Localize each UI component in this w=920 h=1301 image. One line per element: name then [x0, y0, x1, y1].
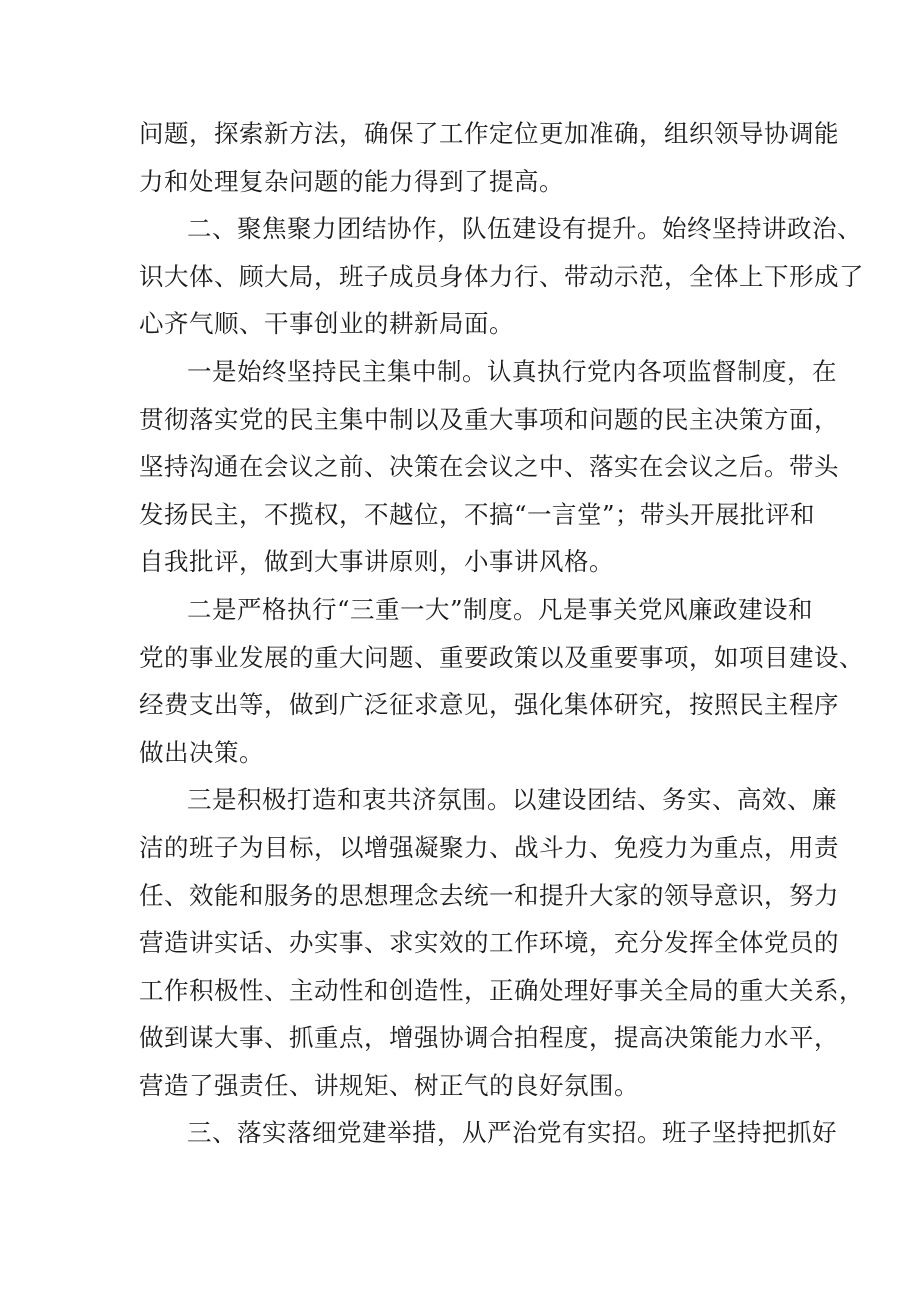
text-line: 做到谋大事、抓重点，增强协调合拍程度，提高决策能力水平， [139, 1023, 839, 1053]
paragraph-item-one [139, 348, 839, 586]
text-line: 识大体、顾大局，班子成员身体力行、带动示范，全体上下形成了 [139, 261, 864, 291]
text-line: 坚持沟通在会议之前、决策在会议之中、落实在会议之后。带头 [139, 452, 839, 482]
text-line: 做出决策。 [139, 737, 264, 767]
text-line: 二是严格执行“三重一大”制度。凡是事关党风廉政建设和 [187, 594, 814, 624]
text-line: 自我批评，做到大事讲原则，小事讲风格。 [139, 547, 614, 577]
text-line: 经费支出等，做到广泛征求意见，强化集体研究，按照民主程序 [139, 690, 839, 720]
paragraph-item-two [139, 586, 864, 776]
text-line: 任、效能和服务的思想理念去统一和提升大家的领导意识，努力 [139, 880, 839, 910]
text-line: 三是积极打造和衷共济氛围。以建设团结、务实、高效、廉 [187, 785, 837, 815]
text-line: 贯彻落实党的民主集中制以及重大事项和问题的民主决策方面， [139, 404, 839, 434]
text-line: 一是始终坚持民主集中制。认真执行党内各项监督制度，在 [187, 356, 837, 386]
text-line: 力和处理复杂问题的能力得到了提高。 [139, 166, 564, 196]
text-line: 洁的班子为目标，以增强凝聚力、战斗力、免疫力为重点，用责 [139, 832, 839, 862]
document-body [139, 110, 864, 1157]
text-line: 工作积极性、主动性和创造性，正确处理好事关全局的重大关系， [139, 975, 864, 1005]
text-line: 心齐气顺、干事创业的耕新局面。 [139, 309, 514, 339]
text-line: 营造了强责任、讲规矩、树正气的良好氛围。 [139, 1070, 639, 1100]
text-line: 二、聚焦聚力团结协作，队伍建设有提升。始终坚持讲政治、 [187, 214, 862, 244]
paragraph-continuation [139, 110, 839, 205]
text-line: 党的事业发展的重大问题、重要政策以及重要事项，如项目建设、 [139, 642, 864, 672]
text-line: 发扬民主，不揽权，不越位，不搞“一言堂”；带头开展批评和 [139, 499, 816, 529]
paragraph-section-three [139, 1109, 837, 1157]
text-line: 三、落实落细党建举措，从严治党有实招。班子坚持把抓好 [187, 1118, 837, 1148]
text-line: 问题，探索新方法，确保了工作定位更加准确，组织领导协调能 [139, 119, 839, 148]
text-line: 营造讲实话、办实事、求实效的工作环境，充分发挥全体党员的 [139, 928, 839, 958]
paragraph-item-three [139, 776, 864, 1109]
paragraph-section-two [139, 205, 864, 348]
